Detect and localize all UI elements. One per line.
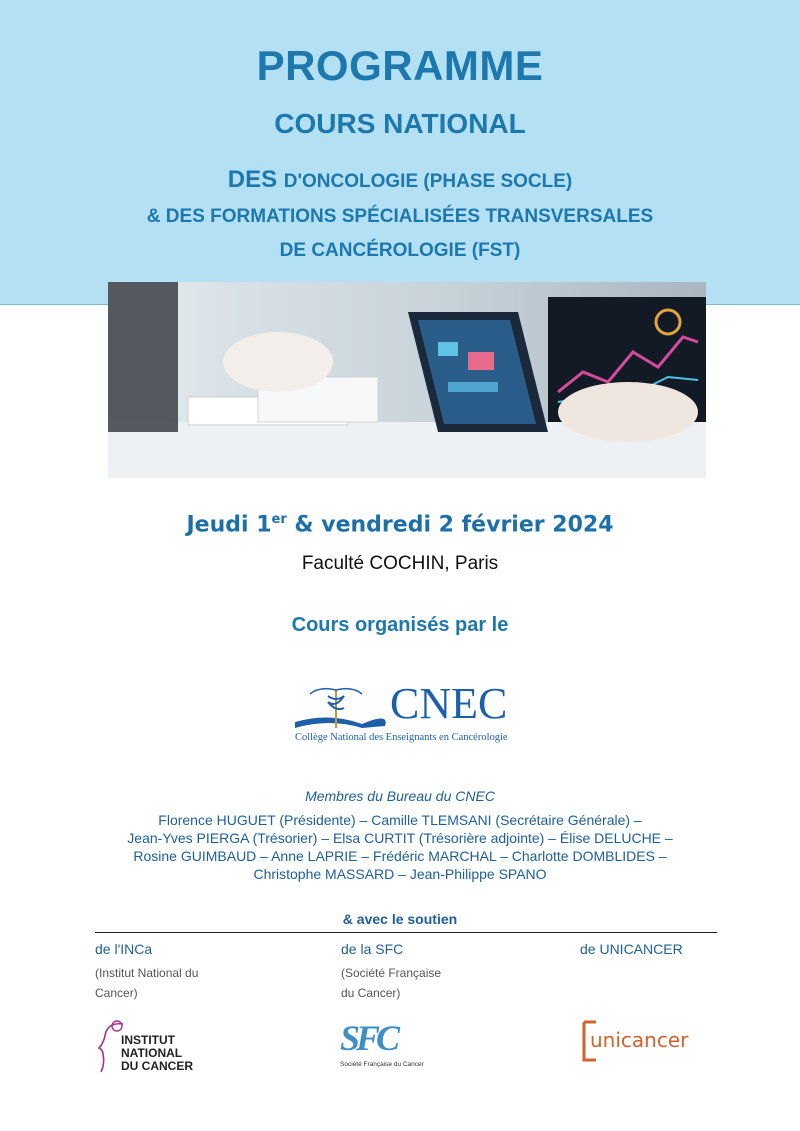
inca-column	[95, 941, 198, 1003]
sfc-note-1: (Société Française	[341, 966, 442, 980]
fst-line-1: & DES FORMATIONS SPÉCIALISÉES TRANSVERSALES	[146, 206, 654, 227]
members-title: Membres du Bureau du CNEC	[305, 788, 495, 804]
inca-logo	[95, 1018, 205, 1074]
unicancer-column	[580, 941, 683, 957]
page-title: PROGRAMME	[256, 42, 544, 89]
cnec-full-name: Collège National des Enseignants en Cancérologie	[295, 732, 508, 743]
divider	[95, 932, 717, 933]
organized-by: Cours organisés par le	[291, 614, 509, 636]
members-line: Christophe MASSARD – Jean-Philippe SPANO	[253, 866, 547, 882]
unicancer-logo	[582, 1018, 687, 1064]
page-subtitle: COURS NATIONAL	[274, 108, 526, 139]
inca-logo-line-2: NATIONAL	[121, 1046, 183, 1060]
unicancer-logo-text: unicancer	[590, 1028, 689, 1052]
sfc-label: de la SFC	[341, 941, 404, 957]
cover-photo-illustration	[108, 282, 706, 478]
fst-line-2: DE CANCÉROLOGIE (FST)	[279, 240, 521, 261]
date-superscript: er	[271, 512, 287, 527]
date-part-2: & vendredi 2 février 2024	[286, 512, 614, 538]
date-part-1: Jeudi 1	[186, 512, 272, 538]
inca-logo-line-1: INSTITUT	[121, 1033, 175, 1047]
inca-logo-line-3: DU CANCER	[121, 1059, 193, 1073]
members-line: Rosine GUIMBAUD – Anne LAPRIE – Frédéric MARCHAL – Charlotte DOMBLIDES –	[133, 848, 667, 864]
sfc-column	[341, 941, 441, 1003]
cover-photo	[108, 282, 706, 478]
des-line	[0, 166, 800, 194]
event-date	[0, 512, 800, 537]
sfc-logo-mark: SFC	[340, 1018, 397, 1058]
event-place: Faculté COCHIN, Paris	[301, 553, 499, 574]
inca-note-2: Cancer)	[95, 986, 138, 1000]
inca-label: de l'INCa	[95, 941, 153, 957]
members-line: Jean-Yves PIERGA (Trésorier) – Elsa CURTIT (Trésorière adjointe) – Élise DELUCHE –	[127, 830, 673, 846]
des-oncologie: D'ONCOLOGIE (PHASE SOCLE)	[283, 171, 573, 192]
support-title: & avec le soutien	[342, 911, 458, 927]
sfc-logo-caption: Société Française du Cancer	[340, 1061, 424, 1068]
des-label: DES	[227, 166, 278, 193]
inca-note-1: (Institut National du	[95, 966, 199, 980]
members-line: Florence HUGUET (Présidente) – Camille TLEMSANI (Secrétaire Générale) –	[158, 812, 642, 828]
sfc-note-2: du Cancer)	[341, 986, 401, 1000]
cnec-acronym: CNEC	[390, 679, 508, 728]
unicancer-label: de UNICANCER	[580, 941, 683, 957]
cnec-logo	[290, 679, 520, 752]
sfc-logo	[338, 1015, 428, 1075]
